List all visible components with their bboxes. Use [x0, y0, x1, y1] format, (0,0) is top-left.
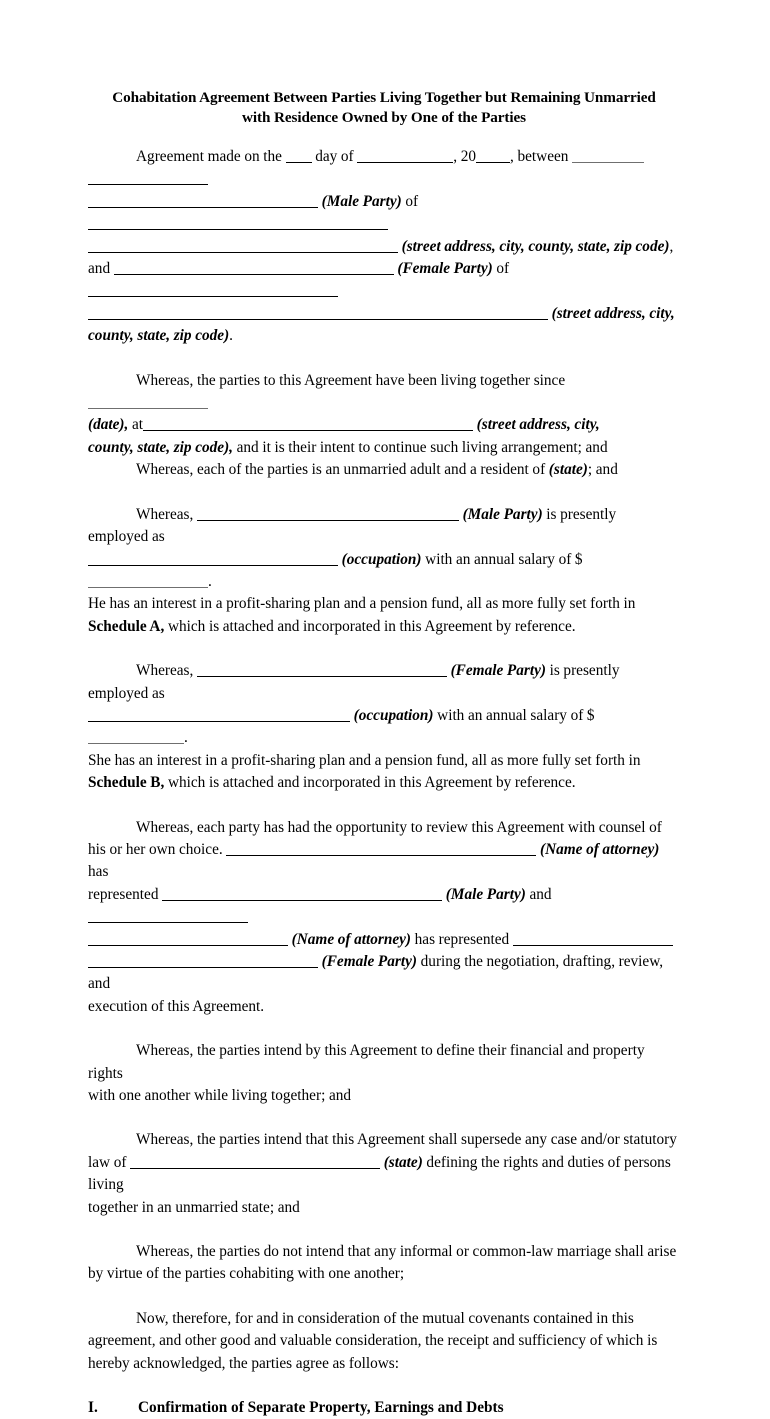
spacer — [88, 348, 680, 370]
now-therefore-paragraph — [88, 1308, 680, 1375]
nowtherefore-text-2: agreement, and other good and valuable consideration, the receipt and sufficiency of which is — [88, 1332, 658, 1350]
label-date: (date), — [88, 416, 129, 434]
commonlaw-text-2: by virtue of the parties cohabiting with one another; — [88, 1265, 405, 1283]
male-emp-text-4: . — [208, 572, 212, 590]
blank-male-name-continued[interactable] — [88, 193, 318, 207]
label-female-party: (Female Party) — [321, 953, 418, 970]
recital-counsel — [88, 817, 680, 1019]
schedule-b-reference: Schedule B, — [88, 774, 165, 792]
recital-male-employment — [88, 504, 680, 638]
supersede-text-4: together in an unmarried state; and — [88, 1198, 300, 1216]
female-emp-text-6: which is attached and incorporated in this Agreement by reference. — [167, 774, 576, 792]
blank-male-name-a[interactable] — [572, 149, 644, 163]
intro-text-3: , 20 — [453, 148, 477, 165]
male-emp-text-3: with an annual salary of $ — [425, 550, 583, 568]
female-emp-text-5: She has an interest in a profit-sharing plan and a pension fund, all as more fully set forth in — [88, 751, 641, 769]
intro-text-4: , between — [510, 148, 569, 165]
nowtherefore-text-3: hereby acknowledged, the parties agree as follows: — [88, 1354, 399, 1372]
label-living-address-a: (street address, city, — [476, 416, 600, 434]
intro-text-7: and — [88, 260, 111, 278]
blank-living-address[interactable] — [143, 417, 473, 431]
spacer — [88, 1018, 680, 1040]
intro-paragraph — [88, 146, 680, 348]
blank-female-address[interactable] — [88, 283, 338, 297]
label-female-party: (Female Party) — [450, 662, 546, 680]
label-occupation: (occupation) — [341, 550, 422, 568]
male-emp-text-6: which is attached and incorporated in this Agreement by reference. — [167, 617, 576, 635]
label-male-party: (Male Party) — [462, 505, 543, 523]
blank-male-address-continued[interactable] — [88, 238, 398, 252]
section-heading-one — [88, 1397, 680, 1419]
blank-since-date[interactable] — [88, 395, 208, 409]
female-emp-text-1: Whereas, — [136, 662, 194, 680]
blank-represented-female[interactable] — [513, 931, 673, 945]
blank-female-occupation[interactable] — [88, 707, 350, 721]
blank-month[interactable] — [357, 149, 453, 163]
blank-female-party-name[interactable] — [197, 663, 447, 677]
counsel-text-5: and — [529, 885, 552, 903]
label-living-address-b: county, state, zip code), — [88, 438, 233, 456]
title-line-1: Cohabitation Agreement Between Parties Living Together but Remaining Unmarried — [112, 89, 656, 106]
spacer — [88, 1107, 680, 1129]
label-female-party: (Female Party) — [397, 260, 493, 278]
female-emp-text-4: . — [184, 729, 188, 747]
spacer — [88, 1219, 680, 1241]
intro-text-8: of — [496, 260, 510, 278]
section-numeral: I. — [88, 1399, 98, 1417]
intro-text-6: , — [669, 237, 674, 255]
label-state: (state) — [548, 461, 588, 479]
supersede-text-2: law of — [88, 1153, 127, 1171]
label-address-female-b: county, state, zip code) — [88, 327, 230, 345]
counsel-text-1: Whereas, each party has had the opportunity to review this Agreement with counsel of — [136, 818, 662, 836]
spacer — [88, 482, 680, 504]
blank-state-law[interactable] — [130, 1154, 380, 1168]
label-attorney-name-1: (Name of attorney) — [539, 840, 660, 858]
living-text-3: and it is their intent to continue such living arrangement; and — [236, 438, 608, 456]
supersede-text-1: Whereas, the parties intend that this Agreement shall supersede any case and/or statutory — [136, 1131, 677, 1149]
supersede-text-3: defining the rights and duties of persons living — [88, 1153, 671, 1194]
label-attorney-name-2: (Name of attorney) — [291, 930, 412, 948]
spacer — [88, 128, 680, 146]
spacer — [88, 1375, 680, 1397]
blank-represented-female-continued[interactable] — [88, 954, 318, 968]
blank-male-name-b[interactable] — [88, 171, 208, 185]
recital-living-together — [88, 370, 680, 460]
intro-text-5: of — [405, 192, 419, 210]
resident-text-2: ; and — [587, 461, 618, 479]
blank-female-address-continued[interactable] — [88, 305, 548, 319]
financial-text-2: with one another while living together; and — [88, 1087, 352, 1105]
male-emp-text-2: is presently employed as — [88, 505, 617, 546]
living-text-1: Whereas, the parties to this Agreement have been living together since — [136, 371, 566, 389]
spacer — [88, 1286, 680, 1308]
counsel-text-7: during the negotiation, drafting, review, and — [88, 953, 664, 993]
section-heading-text: Confirmation of Separate Property, Earnings and Debts — [138, 1399, 504, 1417]
blank-day[interactable] — [286, 149, 312, 163]
label-address-male: (street address, city, county, state, zip code) — [401, 237, 670, 255]
recital-unmarried-resident — [88, 459, 680, 481]
label-state: (state) — [383, 1153, 423, 1171]
blank-represented-male[interactable] — [162, 886, 442, 900]
female-emp-text-3: with an annual salary of $ — [437, 706, 595, 724]
financial-text-1: Whereas, the parties intend by this Agreement to define their financial and property rights — [88, 1042, 645, 1082]
page-title — [88, 88, 680, 128]
female-emp-text-2: is presently employed as — [88, 662, 620, 702]
label-address-female-a: (street address, city, — [551, 304, 675, 322]
intro-text-9: . — [229, 327, 233, 345]
blank-male-salary[interactable] — [88, 573, 208, 587]
nowtherefore-text-1: Now, therefore, for and in consideration of the mutual covenants contained in this — [136, 1309, 634, 1327]
recital-supersede-law — [88, 1129, 680, 1219]
recital-financial-rights — [88, 1040, 680, 1107]
blank-attorney-2-continued[interactable] — [88, 931, 288, 945]
counsel-text-8: execution of this Agreement. — [88, 997, 265, 1015]
spacer — [88, 795, 680, 817]
recital-female-employment — [88, 660, 680, 794]
blank-female-salary[interactable] — [88, 730, 184, 744]
spacer — [88, 638, 680, 660]
counsel-text-4: represented — [88, 885, 159, 903]
schedule-a-reference: Schedule A, — [88, 617, 165, 635]
counsel-text-2: his or her own choice. — [88, 840, 223, 858]
label-occupation: (occupation) — [353, 706, 434, 724]
male-emp-text-1: Whereas, — [136, 505, 194, 523]
blank-male-address[interactable] — [88, 216, 388, 230]
title-line-2: with Residence Owned by One of the Parties — [242, 109, 526, 126]
blank-male-party-name[interactable] — [197, 506, 459, 520]
resident-text-1: Whereas, each of the parties is an unmarried adult and a resident of — [136, 461, 546, 479]
living-text-2: at — [131, 416, 144, 434]
label-male-party: (Male Party) — [321, 192, 402, 210]
blank-attorney-2[interactable] — [88, 909, 248, 923]
commonlaw-text-1: Whereas, the parties do not intend that any informal or common-law marriage shall arise — [136, 1243, 677, 1261]
blank-male-occupation[interactable] — [88, 551, 338, 565]
counsel-text-3: has — [88, 863, 109, 881]
document-content — [88, 88, 680, 1419]
male-emp-text-5: He has an interest in a profit-sharing plan and a pension fund, all as more fully set forth in — [88, 595, 636, 613]
counsel-text-6: has represented — [414, 930, 510, 948]
blank-year[interactable] — [476, 149, 510, 163]
blank-female-name[interactable] — [114, 261, 394, 275]
intro-text-1: Agreement made on the — [136, 148, 282, 165]
label-male-party: (Male Party) — [445, 885, 526, 903]
intro-text-2: day of — [315, 148, 354, 165]
blank-attorney-1[interactable] — [226, 842, 536, 856]
recital-common-law-marriage — [88, 1241, 680, 1286]
